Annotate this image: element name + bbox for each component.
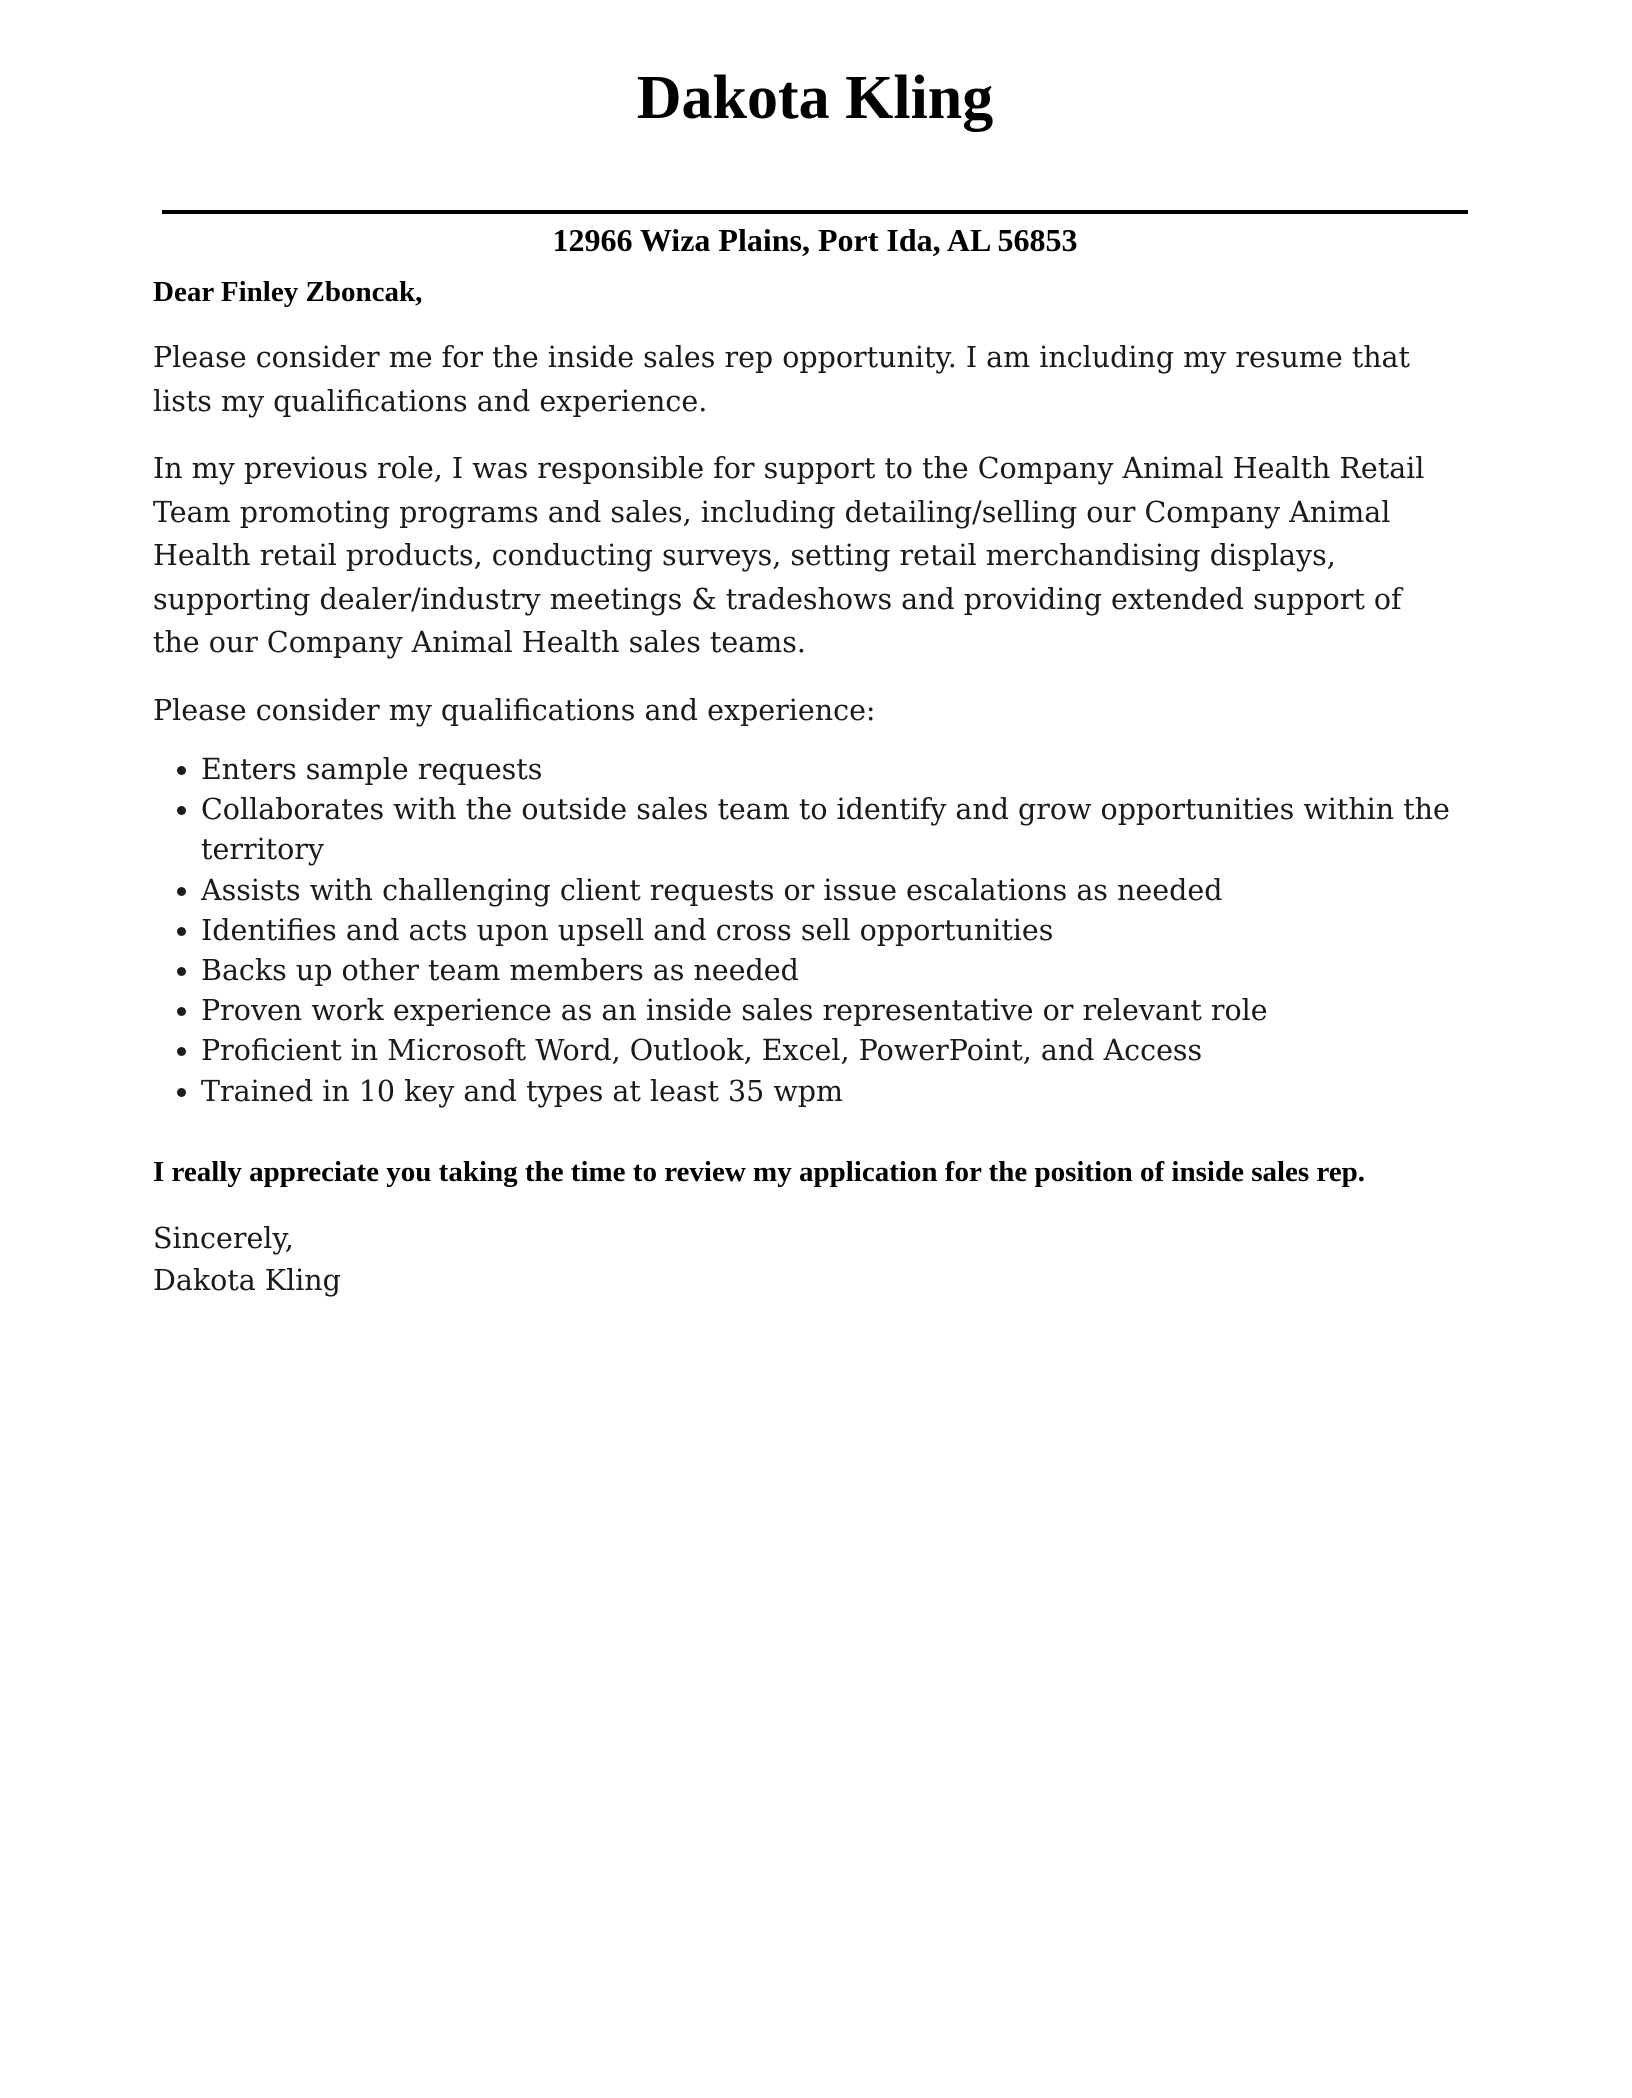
sender-name: Dakota Kling xyxy=(636,64,994,132)
qualifications-intro: Please consider my qualifications and experience: xyxy=(153,693,876,727)
experience-paragraph: In my previous role, I was responsible for support to the Company Animal Health Retail Team promoting programs and sales, including detailing/selling our Company Animal Health retail products, conducting surveys, setting retail merchandising displays, supporting dealer/industry meetings & tradeshows and providing extended support of the our Company Animal Health sales teams. xyxy=(153,452,1425,659)
list-item: • Proven work experience as an inside sales representative or relevant role xyxy=(201,991,1453,1031)
intro-paragraph: Please consider me for the inside sales rep opportunity. I am including my resume that lists my qualifications and experience. xyxy=(153,341,1411,418)
letter-header xyxy=(162,58,1468,260)
list-item: • Identifies and acts upon upsell and cross sell opportunities xyxy=(201,911,1453,951)
closing-statement: I really appreciate you taking the time to review my application for the position of inside sales rep. xyxy=(153,1155,1366,1188)
valediction: Sincerely, xyxy=(153,1221,294,1255)
list-item: • Proficient in Microsoft Word, Outlook, Excel, PowerPoint, and Access xyxy=(201,1031,1453,1071)
sender-address: 12966 Wiza Plains, Port Ida, AL 56853 xyxy=(552,222,1078,258)
signoff xyxy=(153,1218,1453,1302)
list-item: • Collaborates with the outside sales team to identify and grow opportunities within the territory xyxy=(201,790,1453,870)
list-item: • Backs up other team members as needed xyxy=(201,951,1453,991)
list-item: • Assists with challenging client requests or issue escalations as needed xyxy=(201,871,1453,911)
qualifications-list xyxy=(153,750,1453,1112)
list-item: • Enters sample requests xyxy=(201,750,1453,790)
header-divider xyxy=(162,210,1468,214)
signature: Dakota Kling xyxy=(153,1263,341,1297)
letter-body xyxy=(153,272,1453,1302)
salutation: Dear Finley Zboncak, xyxy=(153,276,423,308)
list-item: • Trained in 10 key and types at least 35 wpm xyxy=(201,1072,1453,1112)
